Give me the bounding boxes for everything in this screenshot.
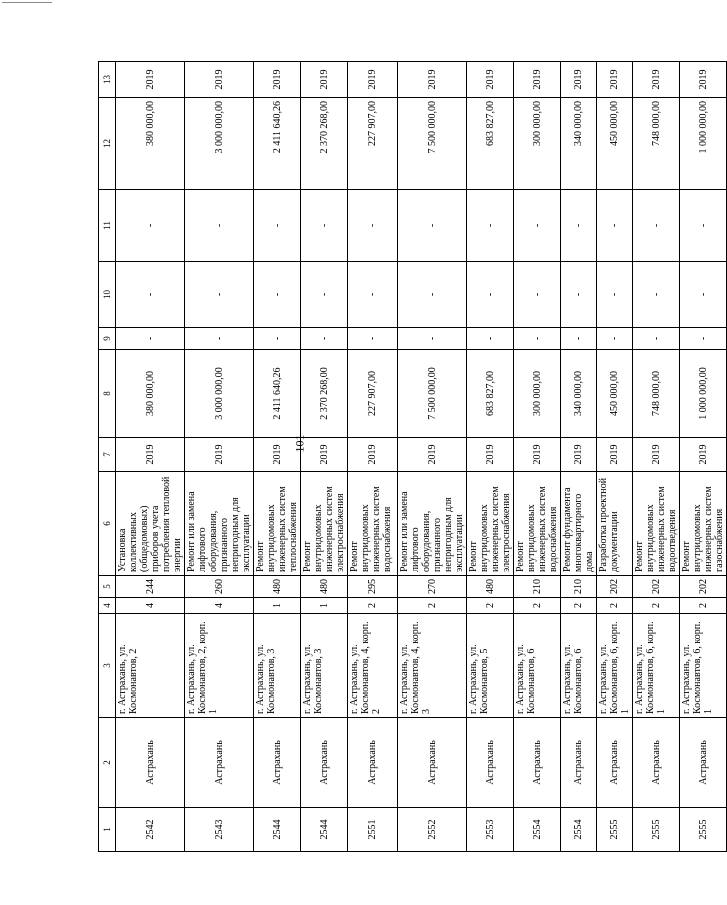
table-cell-col-8: 300 000,00 bbox=[514, 350, 561, 438]
table-cell-col-4: 2 bbox=[597, 598, 633, 614]
column-header: 3 bbox=[99, 614, 116, 718]
table-cell-col-5: 260 bbox=[185, 576, 254, 598]
column-header: 8 bbox=[99, 350, 116, 438]
table-cell-col-6: Ремонт или замена лифтового оборудования, признанного непригодным для эксплуатации bbox=[185, 472, 254, 576]
table-cell-col-13: 2019 bbox=[514, 62, 561, 98]
table-cell-col-12: 227 907,00 bbox=[348, 98, 398, 190]
table-cell-col-12: 1 000 000,00 bbox=[680, 98, 727, 190]
table-cell-col-11: - bbox=[514, 190, 561, 262]
table-cell-col-1: 2555 bbox=[597, 808, 633, 852]
table-cell-col-4: 2 bbox=[633, 598, 680, 614]
table-cell-col-8: 748 000,00 bbox=[633, 350, 680, 438]
table-cell-col-1: 2543 bbox=[185, 808, 254, 852]
table-row bbox=[561, 62, 597, 852]
table-cell-col-10: - bbox=[185, 262, 254, 328]
table-cell-col-2: Астрахань bbox=[254, 718, 301, 808]
table-cell-col-9: - bbox=[185, 328, 254, 350]
table-cell-col-6: Ремонт внутридомовых инженерных систем водоотведения bbox=[633, 472, 680, 576]
table-cell-col-8: 1 000 000,00 bbox=[680, 350, 727, 438]
table-cell-col-4: 1 bbox=[254, 598, 301, 614]
table-cell-col-5: 202 bbox=[680, 576, 727, 598]
table-row bbox=[398, 62, 467, 852]
table-cell-col-8: 2 370 268,00 bbox=[301, 350, 348, 438]
table-cell-col-9: - bbox=[398, 328, 467, 350]
table-cell-col-6: Ремонт фундамента многоквартирного дома bbox=[561, 472, 597, 576]
table-cell-col-12: 380 000,00 bbox=[116, 98, 185, 190]
table-cell-col-4: 2 bbox=[467, 598, 514, 614]
column-header: 1 bbox=[99, 808, 116, 852]
table-cell-col-9: - bbox=[348, 328, 398, 350]
table-cell-col-7: 2019 bbox=[254, 438, 301, 472]
table-cell-col-5: 480 bbox=[301, 576, 348, 598]
table-cell-col-8: 380 000,00 bbox=[116, 350, 185, 438]
table-cell-col-10: - bbox=[514, 262, 561, 328]
table-cell-col-13: 2019 bbox=[348, 62, 398, 98]
column-header: 9 bbox=[99, 328, 116, 350]
table-cell-col-11: - bbox=[633, 190, 680, 262]
table-cell-col-2: Астрахань bbox=[398, 718, 467, 808]
table-cell-col-13: 2019 bbox=[467, 62, 514, 98]
table-cell-col-8: 450 000,00 bbox=[597, 350, 633, 438]
table-cell-col-1: 2542 bbox=[116, 808, 185, 852]
table-cell-col-7: 2019 bbox=[398, 438, 467, 472]
table-cell-col-2: Астрахань bbox=[680, 718, 727, 808]
table-cell-col-6: Установка коллективных (общедомовых) приборов учета потребления тепловой энергии bbox=[116, 472, 185, 576]
table-cell-col-7: 2019 bbox=[185, 438, 254, 472]
table-cell-col-1: 2554 bbox=[561, 808, 597, 852]
table-cell-col-7: 2019 bbox=[467, 438, 514, 472]
table-cell-col-12: 450 000,00 bbox=[597, 98, 633, 190]
table-cell-col-3: г. Астрахань, ул. Космонавтов, 3 bbox=[254, 614, 301, 718]
table-cell-col-11: - bbox=[185, 190, 254, 262]
table-cell-col-1: 2555 bbox=[680, 808, 727, 852]
table-cell-col-9: - bbox=[514, 328, 561, 350]
table-cell-col-11: - bbox=[680, 190, 727, 262]
table-cell-col-10: - bbox=[597, 262, 633, 328]
table-cell-col-3: г. Астрахань, ул. Космонавтов, 4, корп. 2 bbox=[348, 614, 398, 718]
table-cell-col-10: - bbox=[116, 262, 185, 328]
table-cell-col-3: г. Астрахань, ул. Космонавтов, 6, корп. 1 bbox=[680, 614, 727, 718]
table-cell-col-9: - bbox=[680, 328, 727, 350]
table-cell-col-2: Астрахань bbox=[185, 718, 254, 808]
table-cell-col-8: 7 500 000,00 bbox=[398, 350, 467, 438]
table-cell-col-11: - bbox=[467, 190, 514, 262]
table-cell-col-5: 480 bbox=[254, 576, 301, 598]
table-cell-col-5: 202 bbox=[597, 576, 633, 598]
table-cell-col-9: - bbox=[561, 328, 597, 350]
table-cell-col-2: Астрахань bbox=[301, 718, 348, 808]
table-cell-col-4: 4 bbox=[185, 598, 254, 614]
table-row bbox=[514, 62, 561, 852]
table-cell-col-1: 2552 bbox=[398, 808, 467, 852]
table-cell-col-13: 2019 bbox=[116, 62, 185, 98]
table-cell-col-10: - bbox=[561, 262, 597, 328]
table-cell-col-9: - bbox=[597, 328, 633, 350]
table-cell-col-11: - bbox=[348, 190, 398, 262]
column-header: 6 bbox=[99, 472, 116, 576]
rotated-table-container bbox=[98, 62, 725, 852]
table-cell-col-10: - bbox=[467, 262, 514, 328]
table-cell-col-11: - bbox=[301, 190, 348, 262]
table-cell-col-8: 3 000 000,00 bbox=[185, 350, 254, 438]
table-cell-col-6: Разработка проектной документации bbox=[597, 472, 633, 576]
table-row bbox=[597, 62, 633, 852]
table-cell-col-10: - bbox=[680, 262, 727, 328]
table-cell-col-12: 300 000,00 bbox=[514, 98, 561, 190]
table-cell-col-5: 270 bbox=[398, 576, 467, 598]
table-cell-col-4: 2 bbox=[398, 598, 467, 614]
table-cell-col-3: г. Астрахань, ул. Космонавтов, 6, корп. 1 bbox=[597, 614, 633, 718]
table-cell-col-7: 2019 bbox=[597, 438, 633, 472]
table-cell-col-2: Астрахань bbox=[514, 718, 561, 808]
table-cell-col-13: 2019 bbox=[680, 62, 727, 98]
table-cell-col-11: - bbox=[254, 190, 301, 262]
column-header: 13 bbox=[99, 62, 116, 98]
table-cell-col-2: Астрахань bbox=[597, 718, 633, 808]
table-cell-col-8: 683 827,00 bbox=[467, 350, 514, 438]
table-cell-col-6: Ремонт внутридомовых инженерных систем водоснабжения bbox=[514, 472, 561, 576]
corner-mark bbox=[2, 2, 52, 6]
table-cell-col-7: 2019 bbox=[514, 438, 561, 472]
table-header-row bbox=[99, 62, 116, 852]
table-cell-col-11: - bbox=[398, 190, 467, 262]
column-header: 4 bbox=[99, 598, 116, 614]
table-cell-col-7: 2019 bbox=[116, 438, 185, 472]
table-cell-col-10: - bbox=[348, 262, 398, 328]
table-row bbox=[116, 62, 185, 852]
table-cell-col-3: г. Астрахань, ул. Космонавтов, 6, корп. 1 bbox=[633, 614, 680, 718]
table-cell-col-4: 1 bbox=[301, 598, 348, 614]
table-cell-col-6: Ремонт внутридомовых инженерных систем электроснабжения bbox=[301, 472, 348, 576]
table-cell-col-13: 2019 bbox=[185, 62, 254, 98]
table-cell-col-6: Ремонт внутридомовых инженерных систем водоснабжения bbox=[348, 472, 398, 576]
table-cell-col-11: - bbox=[597, 190, 633, 262]
table-cell-col-11: - bbox=[116, 190, 185, 262]
table-cell-col-6: Ремонт внутридомовых инженерных систем газоснабжения bbox=[680, 472, 727, 576]
table-row bbox=[254, 62, 301, 852]
table-cell-col-9: - bbox=[633, 328, 680, 350]
table-cell-col-6: Ремонт внутридомовых инженерных систем теплоснабжения bbox=[254, 472, 301, 576]
repair-program-table bbox=[98, 61, 727, 852]
table-cell-col-12: 340 000,00 bbox=[561, 98, 597, 190]
table-cell-col-13: 2019 bbox=[301, 62, 348, 98]
table-cell-col-5: 244 bbox=[116, 576, 185, 598]
table-cell-col-2: Астрахань bbox=[561, 718, 597, 808]
table-cell-col-4: 2 bbox=[561, 598, 597, 614]
table-cell-col-7: 2019 bbox=[348, 438, 398, 472]
table-cell-col-1: 2544 bbox=[254, 808, 301, 852]
table-cell-col-3: г. Астрахань, ул. Космонавтов, 5 bbox=[467, 614, 514, 718]
column-header: 11 bbox=[99, 190, 116, 262]
table-cell-col-5: 295 bbox=[348, 576, 398, 598]
table-row bbox=[633, 62, 680, 852]
table-cell-col-2: Астрахань bbox=[467, 718, 514, 808]
table-cell-col-5: 210 bbox=[514, 576, 561, 598]
table-cell-col-8: 2 411 640,26 bbox=[254, 350, 301, 438]
table-cell-col-9: - bbox=[301, 328, 348, 350]
table-cell-col-7: 2019 bbox=[680, 438, 727, 472]
column-header: 5 bbox=[99, 576, 116, 598]
table-cell-col-8: 340 000,00 bbox=[561, 350, 597, 438]
table-cell-col-5: 480 bbox=[467, 576, 514, 598]
table-cell-col-4: 2 bbox=[348, 598, 398, 614]
table-cell-col-7: 2019 bbox=[633, 438, 680, 472]
table-cell-col-2: Астрахань bbox=[348, 718, 398, 808]
table-cell-col-12: 2 411 640,26 bbox=[254, 98, 301, 190]
table-cell-col-2: Астрахань bbox=[633, 718, 680, 808]
table-cell-col-5: 210 bbox=[561, 576, 597, 598]
table-cell-col-13: 2019 bbox=[398, 62, 467, 98]
table-row bbox=[467, 62, 514, 852]
table-cell-col-3: г. Астрахань, ул. Космонавтов, 4, корп. 3 bbox=[398, 614, 467, 718]
table-cell-col-6: Ремонт внутридомовых инженерных систем электроснабжения bbox=[467, 472, 514, 576]
table-row bbox=[301, 62, 348, 852]
table-cell-col-10: - bbox=[301, 262, 348, 328]
table-cell-col-12: 748 000,00 bbox=[633, 98, 680, 190]
table-cell-col-6: Ремонт или замена лифтового оборудования, признанного непригодным для эксплуатации bbox=[398, 472, 467, 576]
table-cell-col-5: 202 bbox=[633, 576, 680, 598]
table-cell-col-3: г. Астрахань, ул. Космонавтов, 6 bbox=[514, 614, 561, 718]
table-cell-col-4: 4 bbox=[116, 598, 185, 614]
table-cell-col-4: 2 bbox=[680, 598, 727, 614]
table-cell-col-3: г. Астрахань, ул. Космонавтов, 2, корп. 1 bbox=[185, 614, 254, 718]
table-cell-col-1: 2554 bbox=[514, 808, 561, 852]
table-cell-col-12: 7 500 000,00 bbox=[398, 98, 467, 190]
column-header: 10 bbox=[99, 262, 116, 328]
table-row bbox=[185, 62, 254, 852]
table-cell-col-12: 2 370 268,00 bbox=[301, 98, 348, 190]
table-row bbox=[348, 62, 398, 852]
table-cell-col-8: 227 907,00 bbox=[348, 350, 398, 438]
table-cell-col-13: 2019 bbox=[561, 62, 597, 98]
table-cell-col-9: - bbox=[467, 328, 514, 350]
column-header: 2 bbox=[99, 718, 116, 808]
table-cell-col-9: - bbox=[116, 328, 185, 350]
column-header: 7 bbox=[99, 438, 116, 472]
table-row bbox=[680, 62, 727, 852]
table-cell-col-10: - bbox=[398, 262, 467, 328]
table-cell-col-11: - bbox=[561, 190, 597, 262]
table-cell-col-3: г. Астрахань, ул. Космонавтов, 2 bbox=[116, 614, 185, 718]
table-cell-col-12: 3 000 000,00 bbox=[185, 98, 254, 190]
table-cell-col-13: 2019 bbox=[254, 62, 301, 98]
table-cell-col-7: 2019 bbox=[301, 438, 348, 472]
table-cell-col-13: 2019 bbox=[633, 62, 680, 98]
table-cell-col-3: г. Астрахань, ул. Космонавтов, 3 bbox=[301, 614, 348, 718]
table-cell-col-1: 2544 bbox=[301, 808, 348, 852]
table-cell-col-2: Астрахань bbox=[116, 718, 185, 808]
table-cell-col-1: 2551 bbox=[348, 808, 398, 852]
table-cell-col-10: - bbox=[633, 262, 680, 328]
table-cell-col-1: 2555 bbox=[633, 808, 680, 852]
table-body bbox=[116, 62, 727, 852]
table-cell-col-1: 2553 bbox=[467, 808, 514, 852]
table-cell-col-3: г. Астрахань, ул. Космонавтов, 6 bbox=[561, 614, 597, 718]
table-cell-col-10: - bbox=[254, 262, 301, 328]
table-cell-col-4: 2 bbox=[514, 598, 561, 614]
table-cell-col-12: 683 827,00 bbox=[467, 98, 514, 190]
table-cell-col-7: 2019 bbox=[561, 438, 597, 472]
table-cell-col-13: 2019 bbox=[597, 62, 633, 98]
table-cell-col-9: - bbox=[254, 328, 301, 350]
page-number: 101 bbox=[292, 434, 307, 453]
column-header: 12 bbox=[99, 98, 116, 190]
